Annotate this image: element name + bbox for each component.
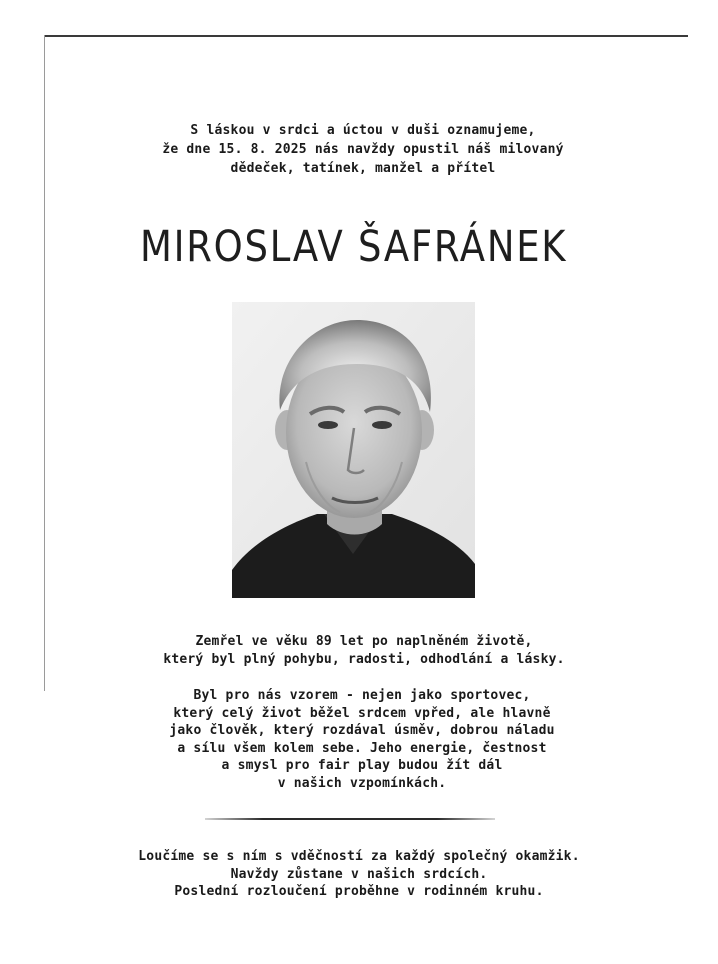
closing-line: Loučíme se s ním s vděčností za každý společný okamžik. bbox=[138, 849, 580, 864]
paragraph-line: jako člověk, který rozdával úsměv, dobrou náladu bbox=[169, 723, 555, 738]
intro-line: S láskou v srdci a úctou v duši oznamujeme, bbox=[190, 123, 536, 138]
paragraph-line: který byl plný pohybu, radosti, odhodlání a lásky. bbox=[163, 651, 565, 667]
paragraph-line: a sílu všem kolem sebe. Jeho energie, čestnost bbox=[177, 740, 547, 756]
paragraph-line: v našich vzpomínkách. bbox=[277, 775, 447, 791]
closing-line: Poslední rozloučení proběhne v rodinném kruhu. bbox=[174, 884, 544, 899]
intro-line: že dne 15. 8. 2025 nás navždy opustil náš milovaný bbox=[162, 142, 564, 157]
paragraph-line: Byl pro nás vzorem - nejen jako sportovec, bbox=[193, 688, 531, 703]
paragraph-line: který celý život běžel srdcem vpřed, ale hlavně bbox=[173, 705, 551, 721]
intro-line: dědeček, tatínek, manžel a přítel bbox=[230, 161, 496, 176]
divider-line bbox=[205, 818, 495, 820]
paragraph-tribute bbox=[0, 687, 718, 792]
intro-text bbox=[0, 121, 718, 178]
portrait-photo bbox=[232, 302, 475, 598]
paragraph-line: a smysl pro fair play budou žít dál bbox=[221, 758, 503, 773]
closing-line: Navždy zůstane v našich srdcích. bbox=[230, 866, 488, 882]
paragraph-line: Zemřel ve věku 89 let po naplněném životě, bbox=[195, 634, 533, 649]
deceased-name: MIROSLAV ŠAFRÁNEK bbox=[140, 222, 568, 272]
closing-text bbox=[0, 848, 718, 901]
paragraph-life bbox=[0, 633, 718, 668]
page-border-top bbox=[44, 35, 688, 37]
